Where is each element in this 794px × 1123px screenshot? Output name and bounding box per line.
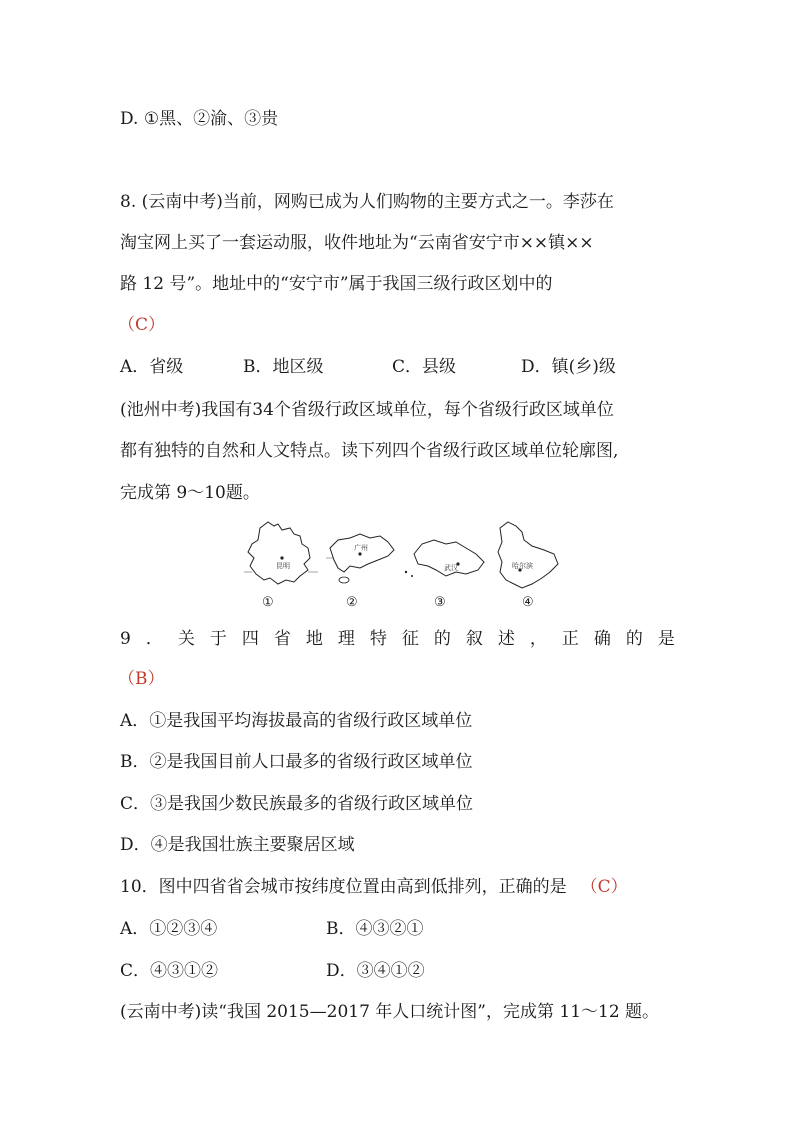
question-8-line-2: 淘宝网上买了一套运动服，收件地址为“云南省安宁市××镇×× [120,233,594,253]
question-8-answer: （C） [118,315,166,335]
q10-option-d: D．③④①② [326,961,425,981]
question-10-answer: （C） [580,877,628,897]
question-11-intro: (云南中考)读“我国 2015—2017 年人口统计图”，完成第 11～12 题。 [120,1002,660,1022]
question-10-stem: 10．图中四省省会城市按纬度位置由高到低排列，正确的是 （C） [120,877,628,897]
q10-option-b: B．④③②① [326,919,424,939]
q8-option-a: A．省级 [120,357,184,377]
guangzhou-dot [358,552,361,555]
q8-option-d: D．镇(乡)级 [521,357,616,377]
city-label-harbin: 哈尔滨 [512,562,533,570]
q10-option-a: A．①②③④ [120,919,218,939]
yunnan-outline [248,522,310,584]
province-outline-svg [238,518,568,610]
guangdong-outline [330,534,394,572]
q9-option-c: C．③是我国少数民族最多的省级行政区域单位 [120,794,474,814]
question-9-answer: （B） [118,669,165,689]
city-label-kunming: 昆明 [276,562,290,570]
q8-option-b: B．地区级 [243,357,324,377]
q10-option-c: C．④③①② [120,961,219,981]
intro-line-1: (池州中考)我国有34个省级行政区域单位，每个省级行政区域单位 [120,400,614,420]
intro-line-3: 完成第 9～10题。 [120,483,260,503]
figure-label-4: ④ [522,595,534,610]
city-label-guangzhou: 广州 [354,544,368,552]
figure-label-3: ③ [434,595,446,610]
q9-option-d: D．④是我国壮族主要聚居区域 [120,835,355,855]
option-d-q7: D. ①黑、②渝、③贵 [120,109,279,129]
province-outline-figure [238,518,568,610]
city-label-wuhan: 武汉 [444,564,458,572]
q9-option-a: A．①是我国平均海拔最高的省级行政区域单位 [120,711,473,731]
figure-label-2: ② [346,595,358,610]
question-8-line-1: 8. (云南中考)当前，网购已成为人们购物的主要方式之一。李莎在 [120,192,614,212]
figure-label-1: ① [262,595,274,610]
q9-option-b: B．②是我国目前人口最多的省级行政区域单位 [120,752,473,772]
heilongjiang-outline [498,522,558,588]
question-8-line-3: 路 12 号”。地址中的“安宁市”属于我国三级行政区划中的 [120,274,553,294]
q8-option-c: C．县级 [392,357,457,377]
intro-line-2: 都有独特的自然和人文特点。读下列四个省级行政区域单位轮廓图, [120,441,619,461]
question-9-stem: 9 ． 关 于 四 省 地 理 特 征 的 叙 述 ， 正 确 的 是 [120,629,675,649]
kunming-dot [280,556,283,559]
